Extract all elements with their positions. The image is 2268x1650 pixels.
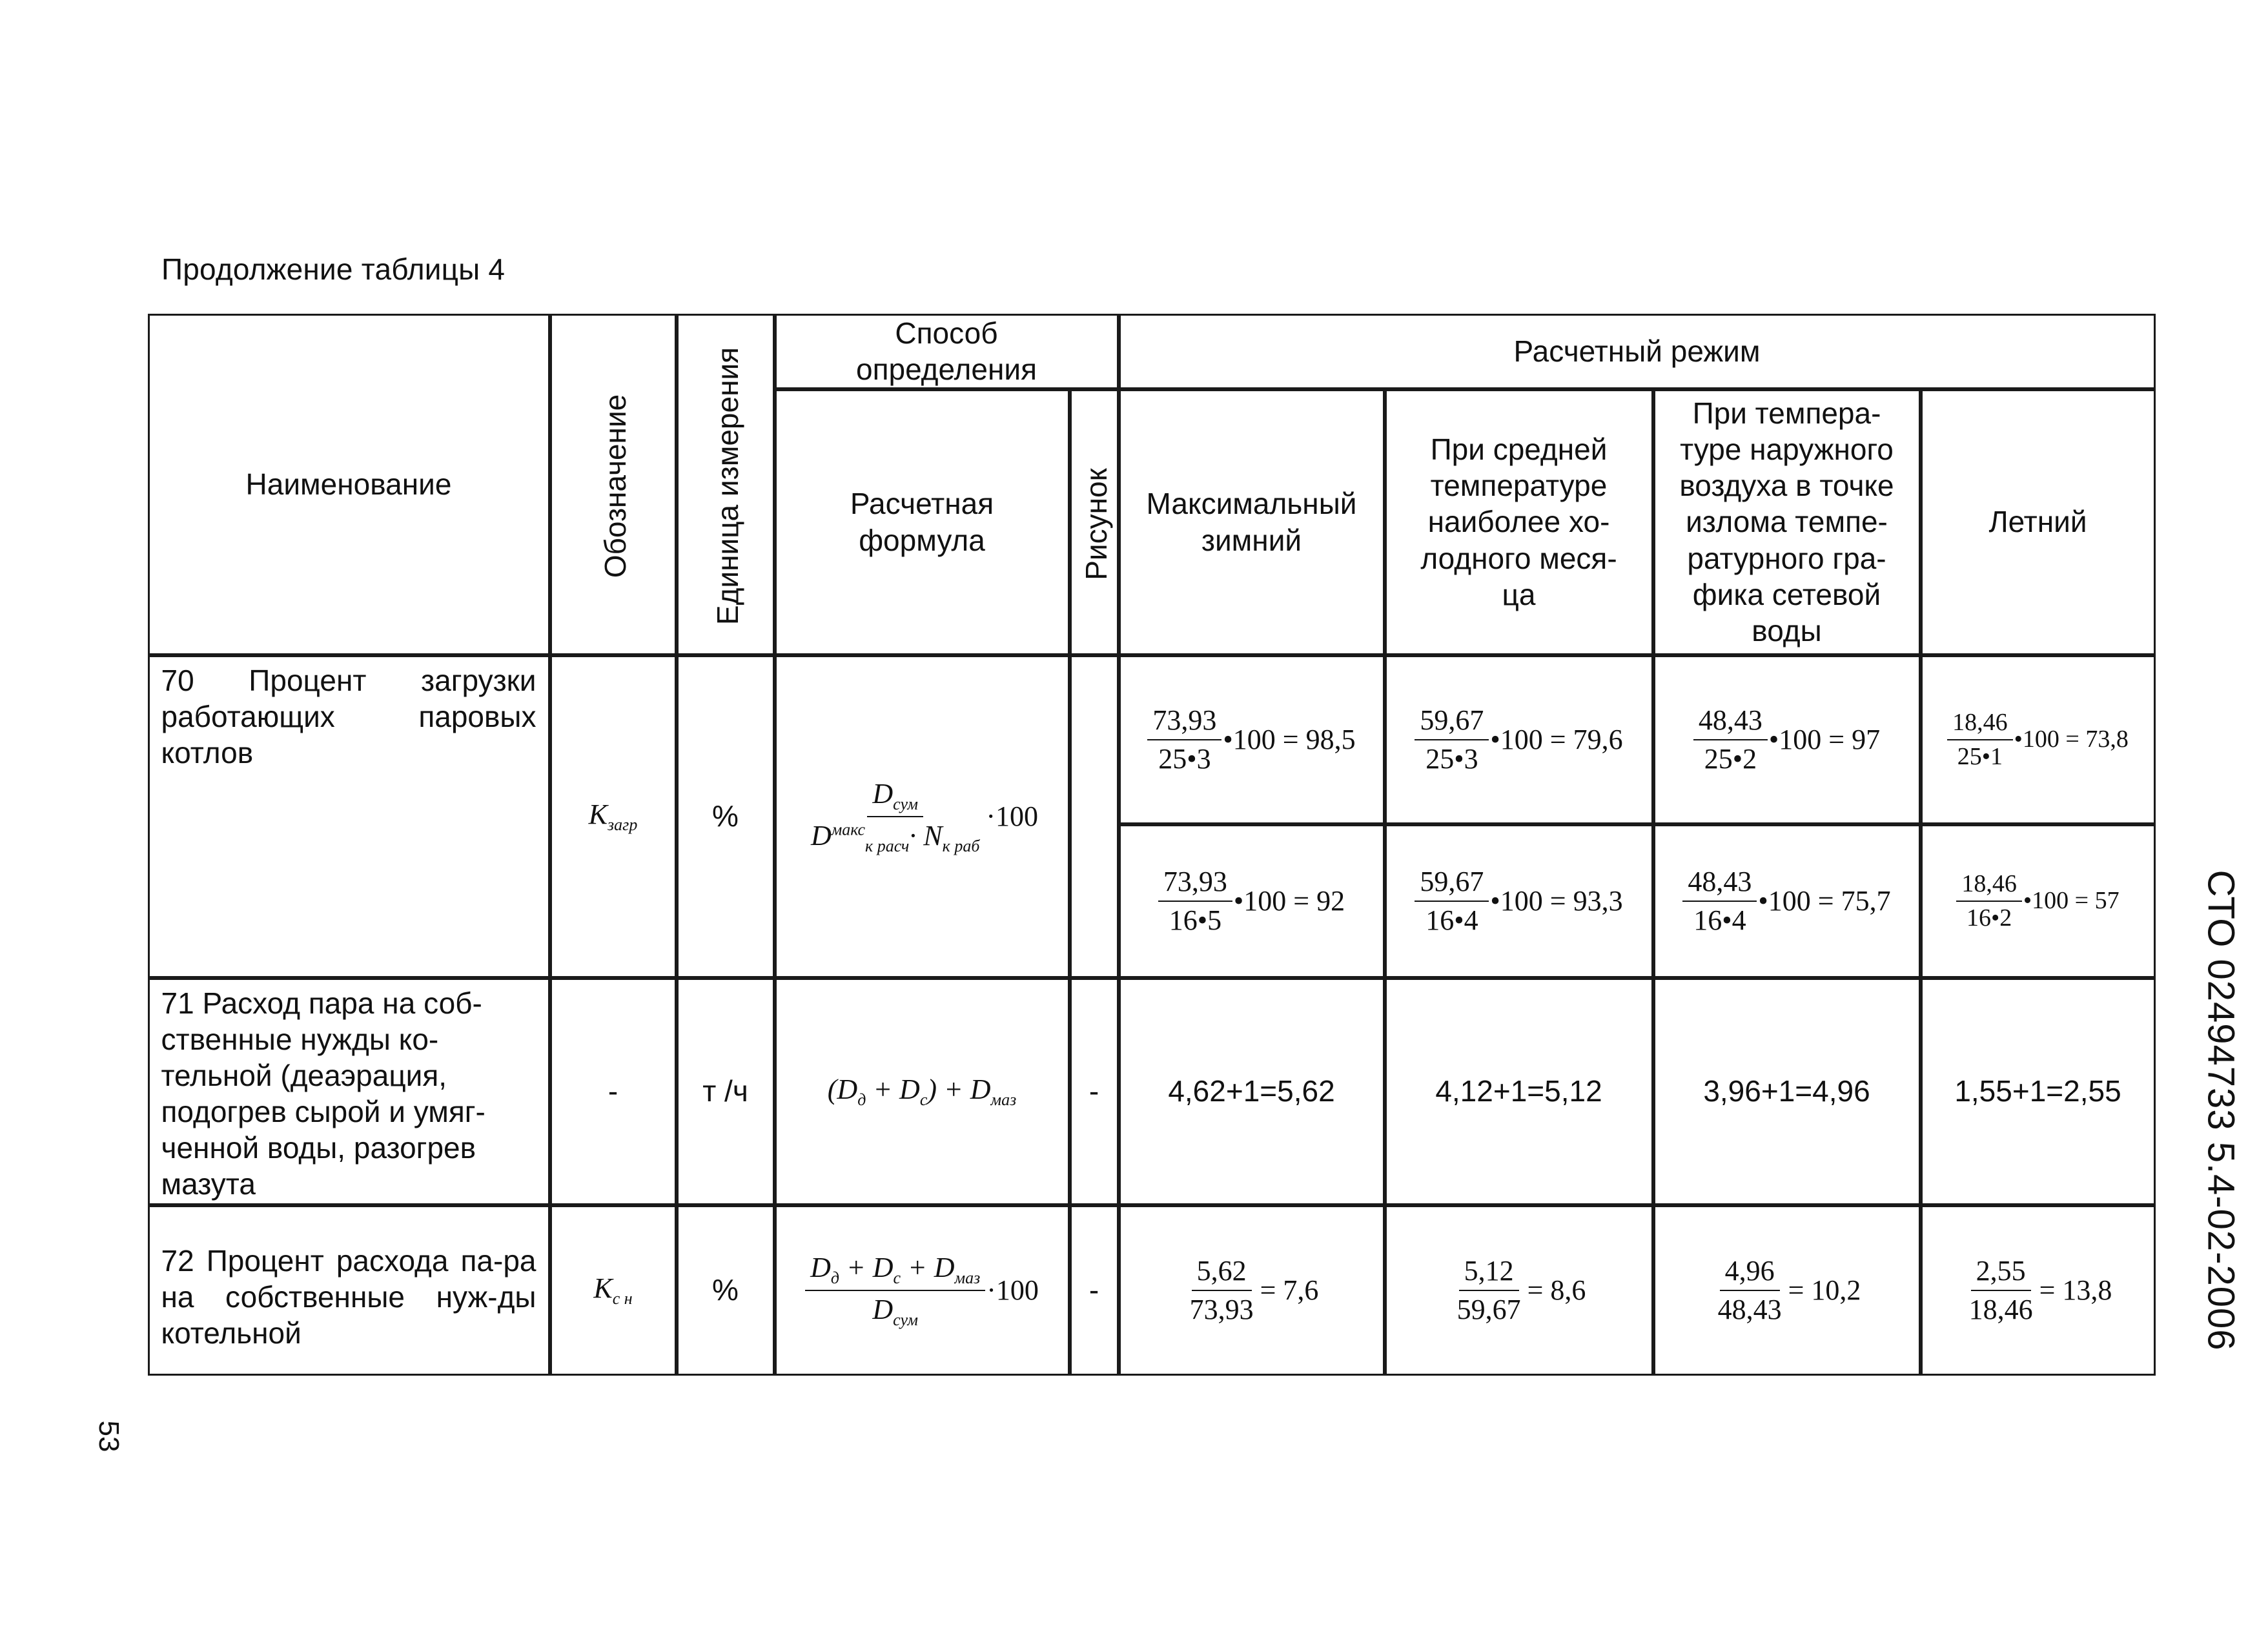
row70-name: 70 Процент загрузки работающих паровых котлов (148, 655, 550, 978)
header-figure: Рисунок (1070, 389, 1119, 655)
header-unit: Единица измерения (677, 314, 775, 655)
row72-break: $\frac{4,96}{48,43}$ = 10,2 (1653, 1205, 1921, 1376)
row72-formula: $\frac{D_д + D_с + D_{маз}}{D_{сум}}$ ·100 (775, 1205, 1070, 1376)
row71-avg-cold: 4,12+1=5,12 (1385, 978, 1653, 1205)
row70-b-break: $\frac{48,43}{16•4}$ •100 = 75,7 (1653, 824, 1921, 978)
row70-symbol: $K_{загр}$ (550, 655, 677, 978)
header-mode: Расчетный режим (1119, 314, 2156, 389)
row70-a-max-winter: $\frac{73,93}{25•3}$ •100 = 98,5 (1119, 655, 1385, 824)
data-table (148, 314, 2156, 1376)
header-mode-avg-cold: При средней температуре наиболее хо-лодного меся-ца (1385, 389, 1653, 655)
row71-break: 3,96+1=4,96 (1653, 978, 1921, 1205)
row72-symbol: $K_{с н}$ (550, 1205, 677, 1376)
header-mode-summer: Летний (1921, 389, 2156, 655)
row72-unit: % (677, 1205, 775, 1376)
header-designation: Обозначение (550, 314, 677, 655)
header-name: Наименование (148, 314, 550, 655)
row71-name: 71 Расход пара на соб-ственные нужды ко-тельной (деаэрация, подогрев сырой и умяг-ченной воды, разогрев мазута (148, 978, 550, 1205)
row71-summer: 1,55+1=2,55 (1921, 978, 2156, 1205)
document-code: СТО 02494733 5.4-02-2006 (2200, 870, 2242, 1351)
row72-max-winter: $\frac{5,62}{73,93}$ = 7,6 (1119, 1205, 1385, 1376)
row70-a-break: $\frac{48,43}{25•2}$ •100 = 97 (1653, 655, 1921, 824)
row70-formula: $\frac{D_{сум}}{D^{макс}_{к расч}\cdot N_{к раб}}$ ·100 (775, 655, 1070, 978)
row70-b-summer: $\frac{18,46}{16•2}$ •100 = 57 (1921, 824, 2156, 978)
row71-unit: т /ч (677, 978, 775, 1205)
row70-a-avg-cold: $\frac{59,67}{25•3}$ •100 = 79,6 (1385, 655, 1653, 824)
row70-a-summer: $\frac{18,46}{25•1}$ •100 = 73,8 (1921, 655, 2156, 824)
row71-max-winter: 4,62+1=5,62 (1119, 978, 1385, 1205)
row71-formula: $(D_д + D_с) + D_{маз}$ (775, 978, 1070, 1205)
row70-b-avg-cold: $\frac{59,67}{16•4}$ •100 = 93,3 (1385, 824, 1653, 978)
row71-figure: - (1070, 978, 1119, 1205)
header-method: Способ определения (775, 314, 1119, 389)
row70-unit: % (677, 655, 775, 978)
row71-symbol: - (550, 978, 677, 1205)
row72-figure: - (1070, 1205, 1119, 1376)
header-mode-max-winter: Максимальный зимний (1119, 389, 1385, 655)
header-formula: Расчетная формула (775, 389, 1070, 655)
row72-name: 72 Процент расхода па-ра на собственные нуж-ды котельной (148, 1205, 550, 1376)
table-caption: Продолжение таблицы 4 (161, 252, 506, 286)
row70-figure (1070, 655, 1119, 978)
row72-summer: $\frac{2,55}{18,46}$ = 13,8 (1921, 1205, 2156, 1376)
row72-avg-cold: $\frac{5,12}{59,67}$ = 8,6 (1385, 1205, 1653, 1376)
page-number: 53 (93, 1420, 125, 1452)
row70-b-max-winter: $\frac{73,93}{16•5}$ •100 = 92 (1119, 824, 1385, 978)
header-mode-break: При темпера-туре наружного воздуха в точке излома темпе-ратурного гра-фика сетевой воды (1653, 389, 1921, 655)
